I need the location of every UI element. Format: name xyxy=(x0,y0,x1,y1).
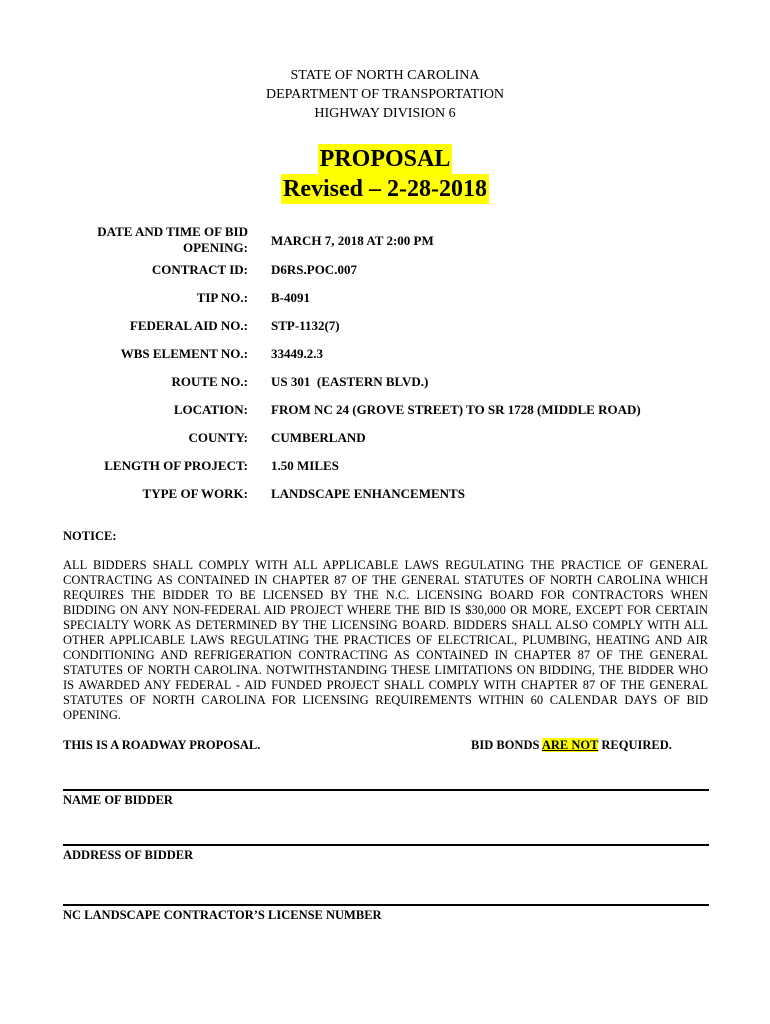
tip-value: B-4091 xyxy=(271,290,310,305)
route-label: ROUTE NO.: xyxy=(171,374,248,389)
license-number-line xyxy=(63,904,709,906)
work-label: TYPE OF WORK: xyxy=(142,486,248,501)
length-value: 1.50 MILES xyxy=(271,458,339,473)
county-value: CUMBERLAND xyxy=(271,430,366,445)
tip-label: TIP NO.: xyxy=(196,290,248,305)
notice-heading: NOTICE: xyxy=(63,529,117,543)
bid-opening-value: MARCH 7, 2018 AT 2:00 PM xyxy=(271,233,434,248)
contract-id-label: CONTRACT ID: xyxy=(151,262,248,277)
header-department: DEPARTMENT OF TRANSPORTATION xyxy=(265,87,505,102)
wbs-value: 33449.2.3 xyxy=(271,346,323,361)
roadway-proposal-statement: THIS IS A ROADWAY PROPOSAL. xyxy=(63,738,261,752)
bidder-name-line xyxy=(63,789,709,791)
contract-id-value: D6RS.POC.007 xyxy=(271,262,357,277)
revised-date: Revised – 2-28-2018 xyxy=(283,176,487,202)
route-value: US 301 (EASTERN BLVD.) xyxy=(271,374,429,389)
federal-aid-value: STP-1132(7) xyxy=(271,318,340,333)
document-header xyxy=(0,66,770,123)
bid-bond-statement xyxy=(471,738,672,753)
license-number-label: NC LANDSCAPE CONTRACTOR’S LICENSE NUMBER xyxy=(63,908,382,922)
title-block xyxy=(0,144,770,204)
county-label: COUNTY: xyxy=(188,430,248,445)
header-state: STATE OF NORTH CAROLINA xyxy=(290,68,480,83)
header-division: HIGHWAY DIVISION 6 xyxy=(314,106,456,121)
proposal-title: PROPOSAL xyxy=(319,146,451,172)
federal-aid-label: FEDERAL AID NO.: xyxy=(129,318,248,333)
bond-highlight: ARE NOT xyxy=(541,738,599,752)
bidder-address-label: ADDRESS OF BIDDER xyxy=(63,848,194,862)
bond-prefix: BID BONDS xyxy=(471,738,542,752)
bid-opening-label-1: DATE AND TIME OF BID xyxy=(97,224,248,239)
location-value: FROM NC 24 (GROVE STREET) TO SR 1728 (MIDDLE ROAD) xyxy=(271,402,641,417)
length-label: LENGTH OF PROJECT: xyxy=(104,458,248,473)
bond-suffix: REQUIRED. xyxy=(598,738,672,752)
bidder-address-line xyxy=(63,844,709,846)
bid-opening-label-2: OPENING: xyxy=(183,240,248,255)
wbs-label: WBS ELEMENT NO.: xyxy=(120,346,248,361)
bidder-name-label: NAME OF BIDDER xyxy=(63,793,173,807)
notice-body: ALL BIDDERS SHALL COMPLY WITH ALL APPLICABLE LAWS REGULATING THE PRACTICE OF GENERAL CONTRACTING AS CONTAINED IN CHAPTER 87 OF THE GENERAL STATUTES OF NORTH CAROLINA WHICH REQUIRES THE BIDDER TO BE LICENSED BY THE N.C. LICENSING BOARD FOR CONTRACTORS WHEN BIDDING ON ANY NON-FEDERAL AID PROJECT WHERE THE BID IS $30,000 OR MORE, EXCEPT FOR CERTAIN SPECIALTY WORK AS DETERMINED BY THE LICENSING BOARD. BIDDERS SHALL ALSO COMPLY WITH ALL OTHER APPLICABLE LAWS REGULATING THE PRACTICES OF ELECTRICAL, PLUMBING, HEATING AND AIR CONDITIONING AND REFRIGERATION CONTRACTING AS CONTAINED IN CHAPTER 87 OF THE GENERAL STATUTES OF NORTH CAROLINA. NOTWITHSTANDING THESE LIMITATIONS ON BIDDING, THE BIDDER WHO IS AWARDED ANY FEDERAL - AID FUNDED PROJECT SHALL COMPLY WITH CHAPTER 87 OF THE GENERAL STATUTES OF NORTH CAROLINA FOR LICENSING REQUIREMENTS WITHIN 60 CALENDAR DAYS OF BID OPENING. xyxy=(63,558,708,722)
work-value: LANDSCAPE ENHANCEMENTS xyxy=(271,486,465,501)
location-label: LOCATION: xyxy=(173,402,248,417)
